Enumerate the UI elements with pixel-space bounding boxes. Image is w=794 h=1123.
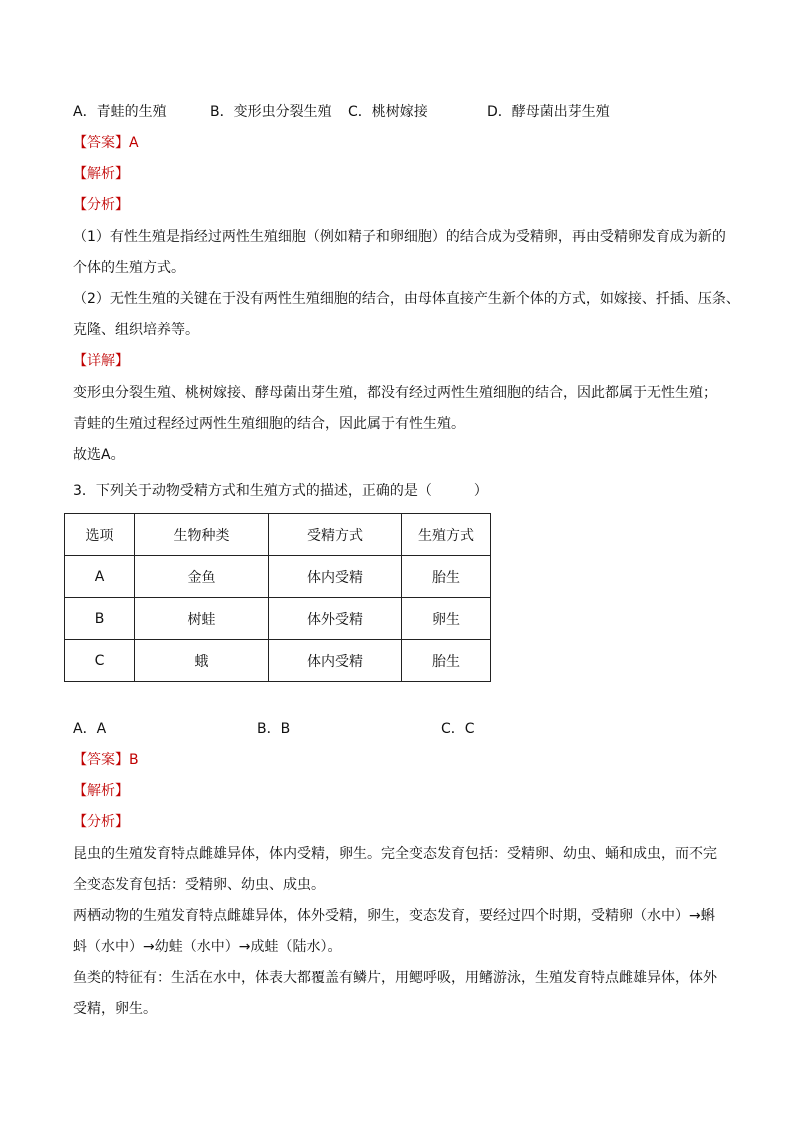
- option-a: A．A: [73, 721, 107, 737]
- option-c: C．C: [441, 721, 475, 737]
- table-cell: 蛾: [135, 640, 269, 682]
- table-cell: 卵生: [402, 598, 491, 640]
- paragraph-line: 鱼类的特征有：生活在水中，体表大都覆盖有鳞片，用鳃呼吸，用鳍游泳，生殖发育特点雌雄异体，体外: [73, 970, 717, 986]
- table-row: [65, 556, 491, 598]
- answer-tag: 【答案】: [73, 135, 129, 151]
- option-d: D．酵母菌出芽生殖: [487, 104, 610, 120]
- fenxi-tag: 【分析】: [73, 814, 129, 830]
- answer-value: B: [129, 752, 139, 768]
- paragraph-line: 昆虫的生殖发育特点雌雄异体，体内受精，卵生。完全变态发育包括：受精卵、幼虫、蛹和成虫，而不完: [73, 846, 717, 862]
- answer-table: [64, 513, 491, 682]
- detail-tag: 【详解】: [73, 353, 129, 369]
- fenxi-tag: 【分析】: [73, 197, 129, 213]
- table-row: [65, 598, 491, 640]
- answer-value: A: [129, 135, 139, 151]
- table-cell: 胎生: [402, 556, 491, 598]
- answer-line: [73, 133, 139, 153]
- paragraph-line: 变形虫分裂生殖、桃树嫁接、酵母菌出芽生殖，都没有经过两性生殖细胞的结合，因此都属于无性生殖；: [73, 385, 717, 401]
- table-header-cell: 生殖方式: [402, 514, 491, 556]
- paragraph-line: （1）有性生殖是指经过两性生殖细胞（例如精子和卵细胞）的结合成为受精卵，再由受精卵发育成为新的: [73, 229, 726, 245]
- table-cell: A: [65, 556, 135, 598]
- table-cell: 体内受精: [269, 556, 402, 598]
- analysis-tag: 【解析】: [73, 783, 129, 799]
- paragraph-line: 青蛙的生殖过程经过两性生殖细胞的结合，因此属于有性生殖。: [73, 416, 465, 432]
- answer-tag: 【答案】: [73, 752, 129, 768]
- conclusion-line: 故选A。: [73, 447, 125, 463]
- paragraph-line: 克隆、组织培养等。: [73, 322, 199, 338]
- table-header-cell: 受精方式: [269, 514, 402, 556]
- paragraph-line: 个体的生殖方式。: [73, 260, 185, 276]
- paragraph-line: 全变态发育包括：受精卵、幼虫、成虫。: [73, 877, 325, 893]
- table-cell: 树蛙: [135, 598, 269, 640]
- paragraph-line: 受精，卵生。: [73, 1001, 157, 1017]
- option-a: A．青蛙的生殖: [73, 104, 167, 120]
- table-cell: 金鱼: [135, 556, 269, 598]
- answer-line: [73, 750, 139, 770]
- table-header-cell: 选项: [65, 514, 135, 556]
- paragraph-line: （2）无性生殖的关键在于没有两性生殖细胞的结合，由母体直接产生新个体的方式，如嫁接、扦插、压条、: [73, 291, 740, 307]
- table-cell: B: [65, 598, 135, 640]
- question-stem: 3．下列关于动物受精方式和生殖方式的描述，正确的是（ ）: [73, 483, 488, 499]
- option-b: B．B: [257, 721, 291, 737]
- option-b: B．变形虫分裂生殖: [210, 104, 332, 120]
- analysis-tag: 【解析】: [73, 166, 129, 182]
- option-c: C．桃树嫁接: [348, 104, 428, 120]
- table-row: [65, 640, 491, 682]
- paragraph-line: 两栖动物的生殖发育特点雌雄异体，体外受精，卵生，变态发育，要经过四个时期，受精卵（水中）→蝌: [73, 908, 715, 924]
- table-cell: 体外受精: [269, 598, 402, 640]
- table-cell: 胎生: [402, 640, 491, 682]
- paragraph-line: 蚪（水中）→幼蛙（水中）→成蛙（陆水）。: [73, 939, 342, 955]
- table-header-row: [65, 514, 491, 556]
- table-header-cell: 生物种类: [135, 514, 269, 556]
- table-cell: C: [65, 640, 135, 682]
- table-cell: 体内受精: [269, 640, 402, 682]
